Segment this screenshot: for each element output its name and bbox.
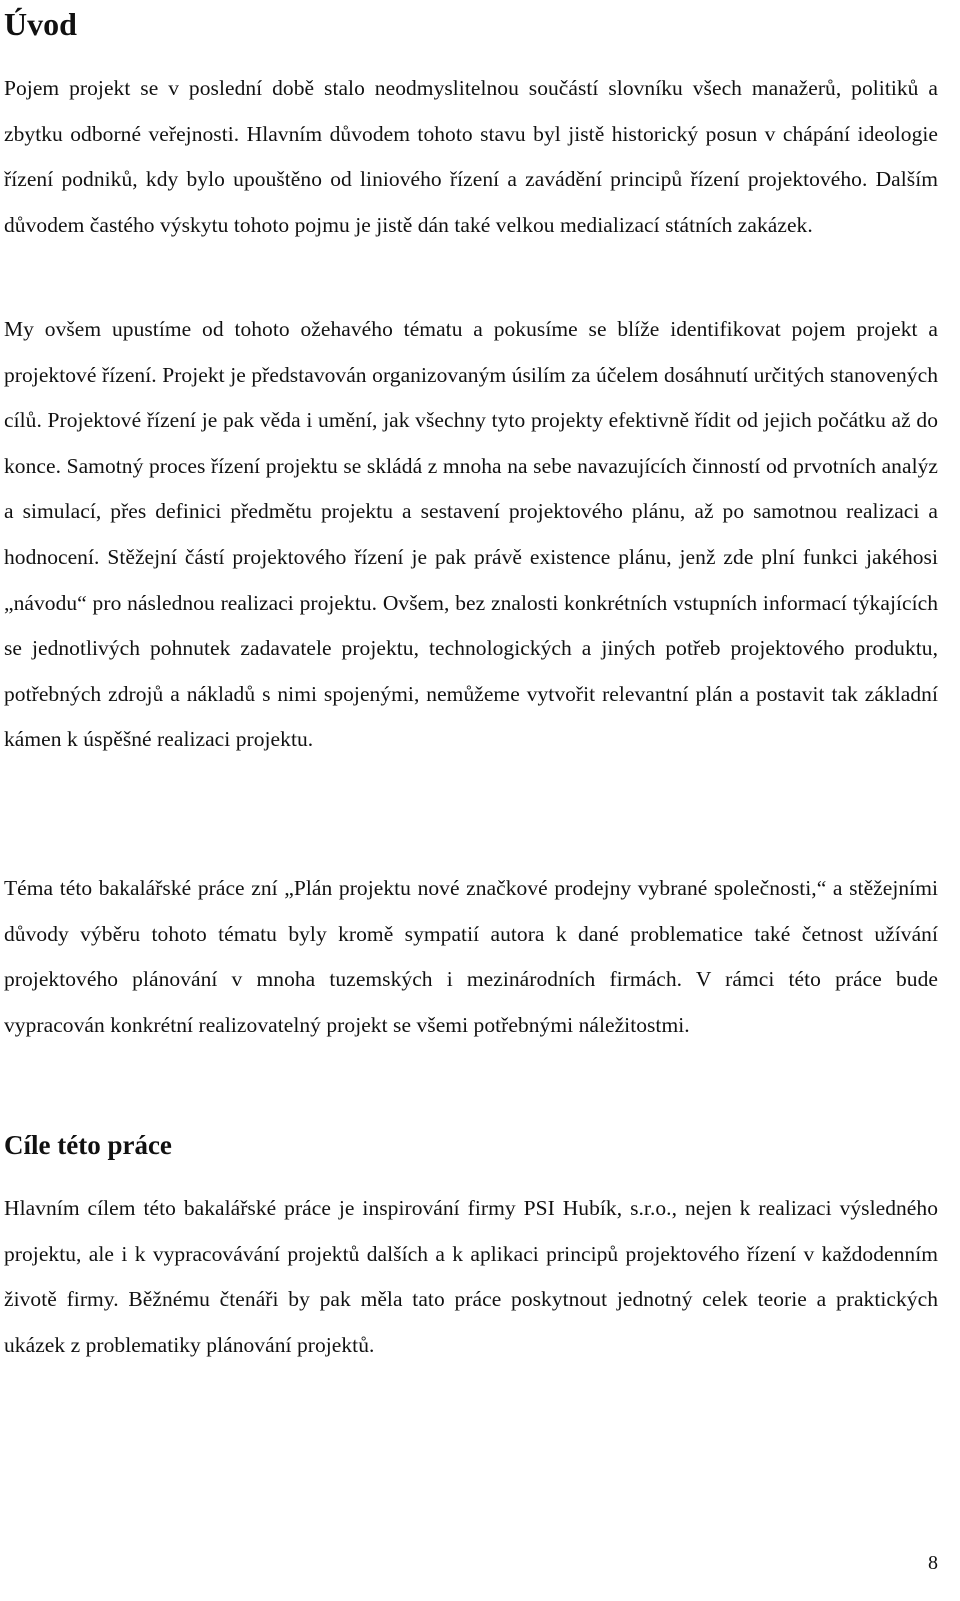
section-heading: Cíle této práce	[4, 1130, 172, 1160]
intro-paragraph-2: My ovšem upustíme od tohoto ožehavého tématu a pokusíme se blíže identifikovat pojem projekt a projektové řízení. Projekt je představován organizovaným úsilím za účelem dosáhnutí určitých stanovených cílů. Projektové řízení je pak věda i umění, jak všechny tyto projekty efektivně řídit od jejich počátku až do konce. Samotný proces řízení projektu se skládá z mnoha na sebe navazujících činností od prvotních analýz a simulací, přes definici předmětu projektu a sestavení projektového plánu, až po samotnou realizaci a hodnocení. Stěžejní částí projektového řízení je pak právě existence plánu, jenž zde plní funkci jakéhosi „návodu“ pro následnou realizaci projektu. Ovšem, bez znalosti konkrétních vstupních informací týkajících se jednotlivých pohnutek zadavatele projektu, technologických a jiných potřeb projektového produktu, potřebných zdrojů a nákladů s nimi spojenými, nemůžeme vytvořit relevantní plán a postavit tak základní kámen k úspěšné realizaci projektu.	[4, 317, 938, 752]
intro-paragraph-1: Pojem projekt se v poslední době stalo neodmyslitelnou součástí slovníku všech manažerů, politiků a zbytku odborné veřejnosti. Hlavním důvodem tohoto stavu byl jistě historický posun v chápání ideologie řízení podniků, kdy bylo upouštěno od liniového řízení a zavádění principů řízení projektového. Dalším důvodem častého výskytu tohoto pojmu je jistě dán také velkou medializací státních zakázek.	[4, 76, 938, 237]
chapter-heading: Úvod	[4, 6, 77, 42]
page-number: 8	[928, 1552, 938, 1574]
goals-paragraph: Hlavním cílem této bakalářské práce je inspirování firmy PSI Hubík, s.r.o., nejen k realizaci výsledného projektu, ale i k vypracovávání projektů dalších a k aplikaci principů projektového řízení v každodenním životě firmy. Běžnému čtenáři by pak měla tato práce poskytnout jednotný celek teorie a praktických ukázek z problematiky plánování projektů.	[4, 1196, 938, 1357]
intro-paragraph-3: Téma této bakalářské práce zní „Plán projektu nové značkové prodejny vybrané společnosti,“ a stěžejními důvody výběru tohoto tématu byly kromě sympatií autora k dané problematice také četnost užívání projektového plánování v mnoha tuzemských i mezinárodních firmách. V rámci této práce bude vypracován konkrétní realizovatelný projekt se všemi potřebnými náležitostmi.	[4, 876, 938, 1037]
